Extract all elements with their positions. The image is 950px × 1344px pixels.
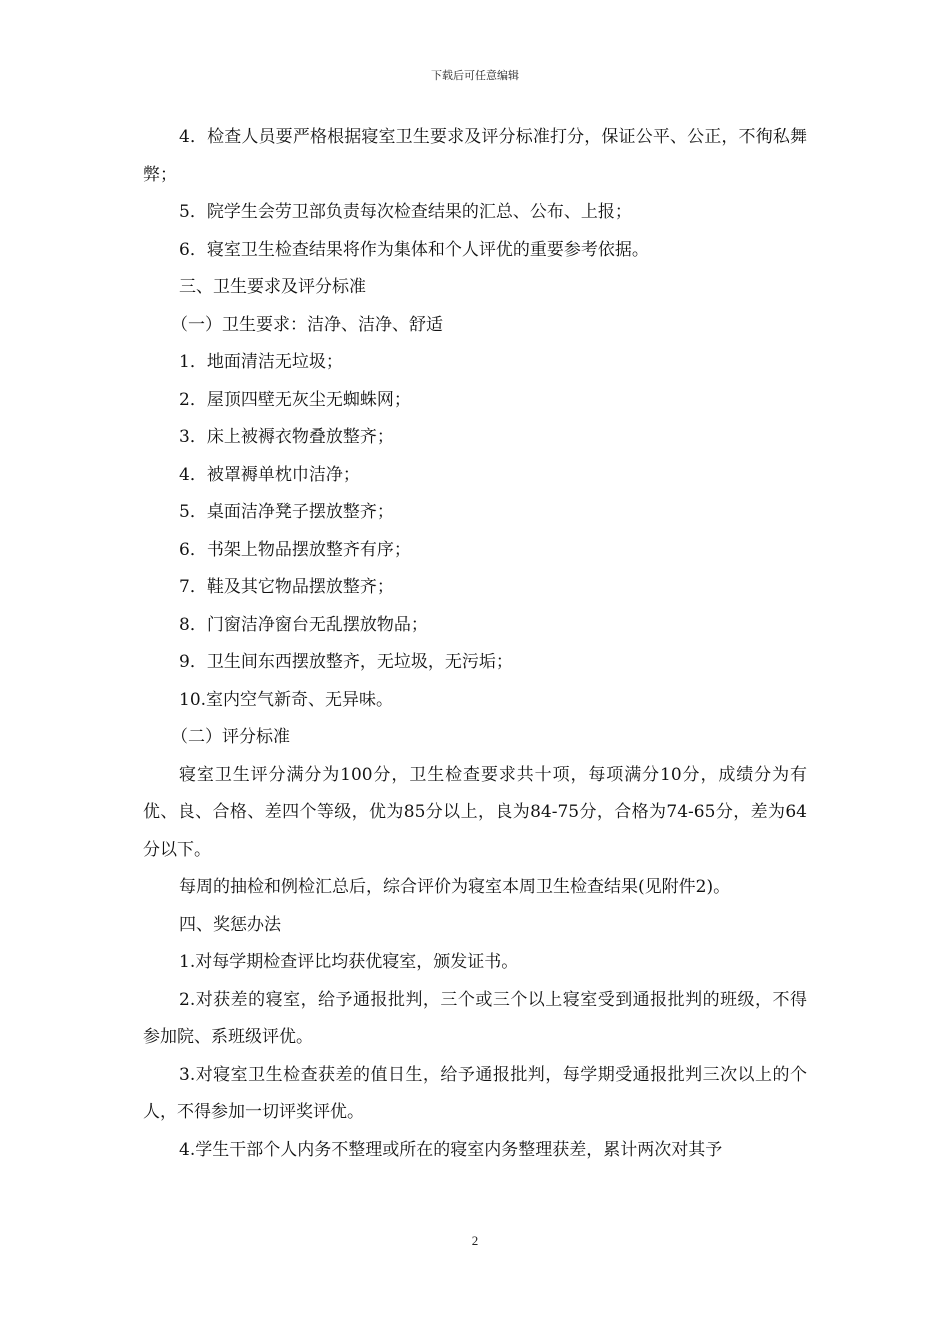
section-heading: 三、卫生要求及评分标准 bbox=[179, 277, 366, 297]
section-heading: 四、奖惩办法 bbox=[179, 914, 281, 935]
paragraph: 寝室卫生评分满分为100分，卫生检查要求共十项，每项满分10分，成绩分为有优、良、合格、差四个等级，优为85分以上，良为84-75分，合格为74-65分，差为64分以下。 bbox=[143, 764, 807, 860]
list-item: 10.室内空气新奇、无异味。 bbox=[179, 689, 394, 710]
list-item: 4．被罩褥单枕巾洁净； bbox=[179, 464, 360, 485]
list-item: 2．屋顶四壁无灰尘无蜘蛛网； bbox=[179, 389, 411, 410]
page-number: 2 bbox=[471, 1233, 479, 1248]
list-item: 5．桌面洁净凳子摆放整齐； bbox=[179, 502, 394, 522]
paragraph: 每周的抽检和例检汇总后，综合评价为寝室本周卫生检查结果(见附件2)。 bbox=[179, 877, 731, 897]
list-item: 9．卫生间东西摆放整齐，无垃圾，无污垢； bbox=[179, 652, 513, 672]
subsection-heading: （二）评分标准 bbox=[171, 727, 290, 747]
document-body bbox=[143, 119, 807, 1169]
paragraph: 4．检查人员要严格根据寝室卫生要求及评分标准打分，保证公平、公正，不徇私舞弊； bbox=[143, 127, 807, 185]
paragraph: 5．院学生会劳卫部负责每次检查结果的汇总、公布、上报； bbox=[179, 202, 632, 222]
list-item: 1．地面清洁无垃圾； bbox=[179, 352, 343, 372]
page-header: 下载后可任意编辑 bbox=[431, 69, 519, 82]
list-item: 2.对获差的寝室，给予通报批判，三个或三个以上寝室受到通报批判的班级，不得参加院、系班级评优。 bbox=[143, 989, 807, 1047]
paragraph: 6．寝室卫生检查结果将作为集体和个人评优的重要参考依据。 bbox=[179, 239, 649, 260]
list-item: 6．书架上物品摆放整齐有序； bbox=[179, 539, 411, 560]
list-item: 4.学生干部个人内务不整理或所在的寝室内务整理获差，累计两次对其予 bbox=[179, 1139, 723, 1160]
list-item: 8．门窗洁净窗台无乱摆放物品； bbox=[179, 614, 428, 635]
subsection-heading: （一）卫生要求：洁净、洁净、舒适 bbox=[171, 314, 443, 335]
list-item: 3．床上被褥衣物叠放整齐； bbox=[179, 427, 394, 447]
list-item: 7．鞋及其它物品摆放整齐； bbox=[179, 577, 394, 597]
list-item: 1.对每学期检查评比均获优寝室，颁发证书。 bbox=[179, 952, 519, 972]
list-item: 3.对寝室卫生检查获差的值日生，给予通报批判，每学期受通报批判三次以上的个人，不得参加一切评奖评优。 bbox=[143, 1064, 807, 1122]
